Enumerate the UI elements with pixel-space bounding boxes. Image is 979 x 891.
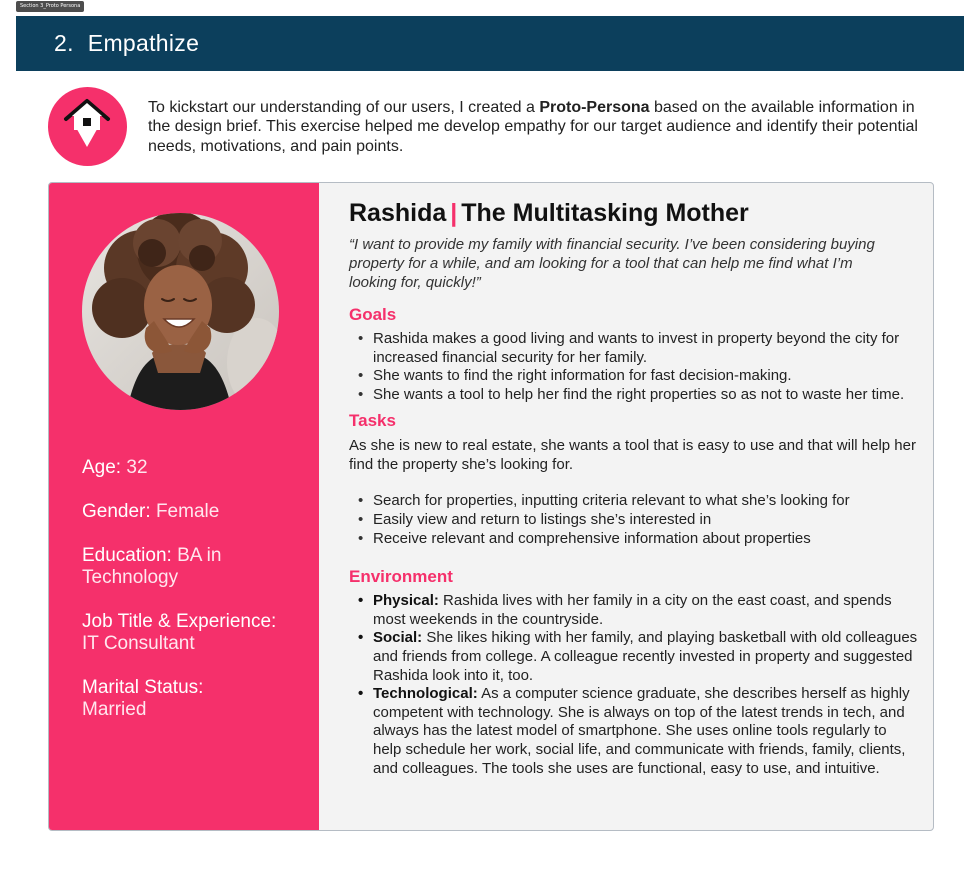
environment-heading: Environment xyxy=(349,567,453,587)
intro-paragraph: To kickstart our understanding of our users, I created a Proto-Persona based on the available information in the design brief. This exercise helped me develop empathy for our target audience and identify their potential needs, motivations, and pain points. xyxy=(148,99,918,155)
persona-quote: “I want to provide my family with financial security. I’ve been considering buying property for a while, and am looking for a tool that can help me find what I’m looking for, quickly!” xyxy=(349,236,875,291)
persona-avatar xyxy=(82,213,279,410)
environment-list xyxy=(349,592,919,778)
list-item: • Physical: Rashida lives with her family in a city on the east coast, and spends most weekends in the countryside. xyxy=(373,592,919,629)
list-item: • Receive relevant and comprehensive information about properties xyxy=(373,530,919,549)
list-item: • Technological: As a computer science graduate, she describes herself as highly competent with technology. She is always on top of the latest trends in tech, and always has the latest model of smartphone. She uses online tools regularly to help schedule her work, social life, and communicate with friends, family, clients, and colleagues. The tools she uses are functional, easy to use, and intuitive. xyxy=(373,685,919,778)
tasks-heading: Tasks xyxy=(349,411,396,431)
list-item: • Search for properties, inputting criteria relevant to what she’s looking for xyxy=(373,492,919,511)
tasks-intro: As she is new to real estate, she wants a tool that is easy to use and that will help her find the property she’s looking for. xyxy=(349,437,916,474)
section-title-text: Empathize xyxy=(87,30,200,56)
fact-age: Age: 32 xyxy=(82,457,148,478)
persona-name: Rashida xyxy=(349,199,447,227)
fact-gender: Gender: Female xyxy=(82,501,220,522)
section-number: 2. xyxy=(54,30,74,56)
persona-title: The Multitasking Mother xyxy=(461,199,749,227)
fact-education: Education: BA in Technology xyxy=(82,545,222,588)
heading-separator: | xyxy=(450,199,458,227)
section-title xyxy=(54,30,199,57)
tasks-list xyxy=(349,492,919,548)
list-item: • Rashida makes a good living and wants to invest in property beyond the city for increased financial security for her family. xyxy=(373,330,919,367)
persona-card xyxy=(48,182,934,831)
goals-heading: Goals xyxy=(349,305,397,324)
house-pin-icon xyxy=(48,87,127,166)
section-header xyxy=(16,16,964,71)
persona-facts xyxy=(82,457,312,743)
list-item: • Social: She likes hiking with her family, and playing basketball with old colleagues and friends from college. A colleague recently invested in property and suggested Rashida look into it, too. xyxy=(373,629,919,685)
persona-heading xyxy=(349,197,919,229)
fact-job: Job Title & Experience: IT Consultant xyxy=(82,611,277,654)
list-item: • Easily view and return to listings she’s interested in xyxy=(373,511,919,530)
persona-content xyxy=(349,197,919,778)
proto-persona-term: Proto-Persona xyxy=(539,99,650,116)
frame-label: Section 3_Proto Persona xyxy=(16,1,84,12)
persona-sidebar xyxy=(49,183,319,830)
fact-marital-status: Marital Status: Married xyxy=(82,677,204,720)
goals-list xyxy=(349,330,919,404)
list-item: • She wants to find the right information for fast decision-making. xyxy=(373,367,919,386)
list-item: • She wants a tool to help her find the right properties so as not to waste her time. xyxy=(373,386,919,405)
